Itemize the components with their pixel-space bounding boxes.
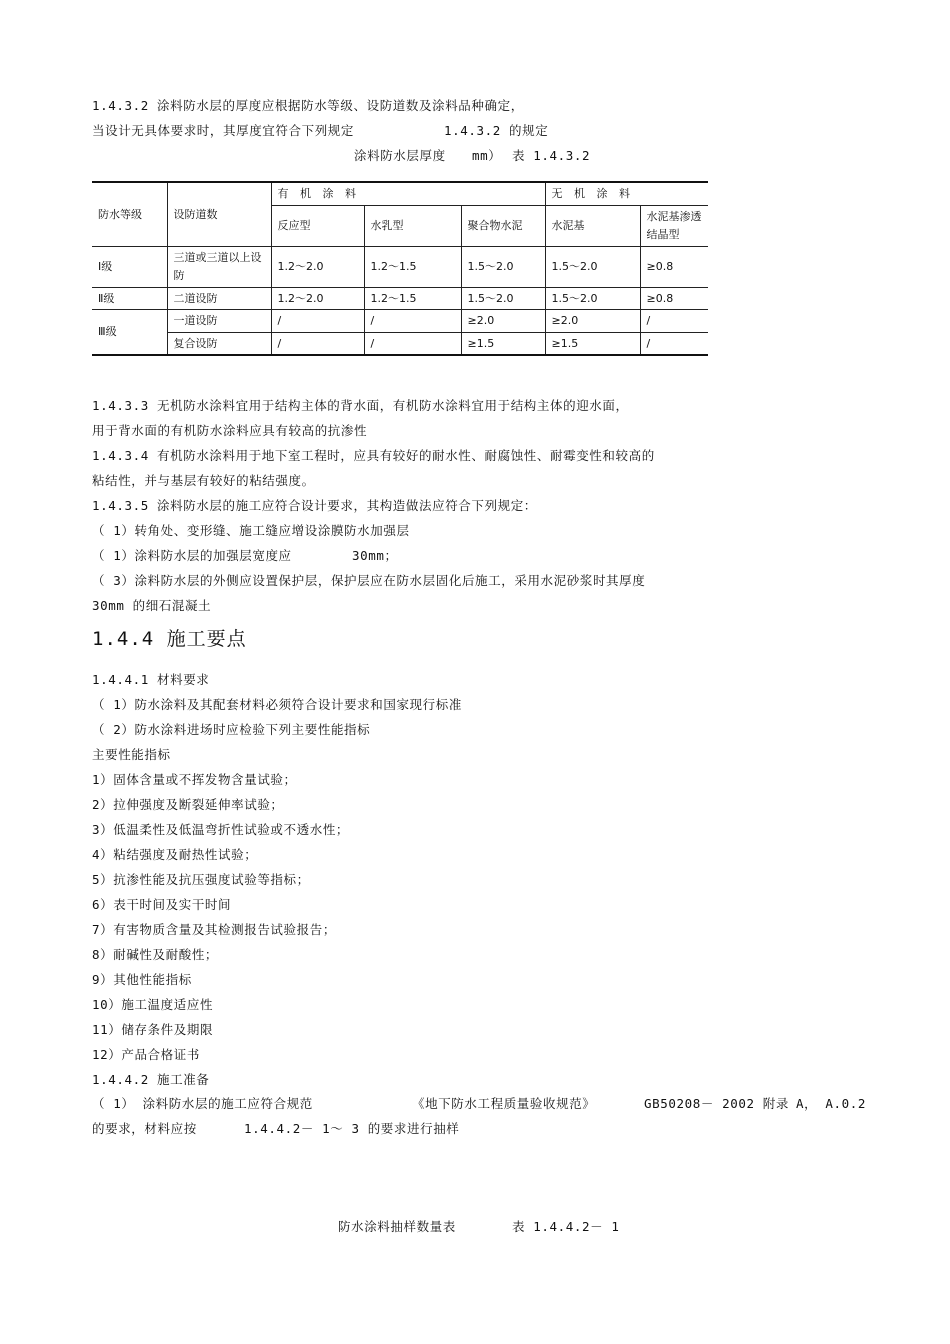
cell-value: /	[364, 332, 461, 355]
cell-value: ≥0.8	[640, 246, 708, 287]
coating-thickness-table	[92, 181, 708, 356]
para-prep-1: （ 1） 涂料防水层的施工应符合规范	[92, 1096, 313, 1111]
table-row	[92, 310, 708, 333]
cell-value: ≥1.5	[461, 332, 545, 355]
cell-layers: 复合设防	[167, 332, 271, 355]
para-1-4-3-4-cont: 粘结性，并与基层有较好的粘结强度。	[92, 473, 315, 488]
list-item: 9）其他性能指标	[92, 972, 192, 987]
cell-value: ≥0.8	[640, 287, 708, 310]
table-caption-unit: mm）	[472, 148, 502, 163]
header-polymer-cement: 聚合物水泥	[461, 205, 545, 246]
cell-value: /	[640, 332, 708, 355]
cell-grade: Ⅲ级	[92, 310, 167, 356]
table-row	[92, 332, 708, 355]
cell-value: ≥1.5	[545, 332, 640, 355]
cell-layers: 三道或三道以上设防	[167, 246, 271, 287]
para-1-4-3-3: 1.4.3.3 无机防水涂料宜用于结构主体的背水面，有机防水涂料宜用于结构主体的迎水面，	[92, 398, 629, 413]
list-item: 1）固体含量或不挥发物含量试验；	[92, 772, 297, 787]
para-prep-1-ref: 1.4.4.2－ 1～ 3 的要求进行抽样	[244, 1121, 460, 1136]
cell-value: /	[364, 310, 461, 333]
header-emulsion: 水乳型	[364, 205, 461, 246]
para-prep-1-cont: 的要求，材料应按	[92, 1121, 197, 1136]
list-item: 3）低温柔性及低温弯折性试验或不透水性；	[92, 822, 350, 837]
header-grade: 防水等级	[92, 182, 167, 246]
cell-value: ≥2.0	[461, 310, 545, 333]
cell-value: 1.5～2.0	[545, 246, 640, 287]
list-item: 6）表干时间及实干时间	[92, 897, 232, 912]
para-prep-1-appendix: A， A.0.2	[796, 1096, 866, 1111]
para-1-4-3-3-cont: 用于背水面的有机防水涂料应具有较高的抗渗性	[92, 423, 368, 438]
para-item-3-cont: 30mm 的细石混凝土	[92, 598, 212, 613]
cell-layers: 二道设防	[167, 287, 271, 310]
para-1-4-3-2-ref: 1.4.3.2 的规定	[444, 123, 549, 138]
cell-value: 1.5～2.0	[461, 246, 545, 287]
cell-layers: 一道设防	[167, 310, 271, 333]
cell-value: 1.2～1.5	[364, 246, 461, 287]
sampling-table-title: 防水涂料抽样数量表	[338, 1219, 456, 1234]
cell-grade: Ⅱ级	[92, 287, 167, 310]
para-1-4-4-2: 1.4.4.2 施工准备	[92, 1072, 210, 1087]
cell-value: /	[271, 310, 364, 333]
cell-value: 1.2～2.0	[271, 246, 364, 287]
para-item-1: （ 1）转角处、变形缝、施工缝应增设涂膜防水加强层	[92, 523, 410, 538]
para-prep-1-spec: 《地下防水工程质量验收规范》	[412, 1096, 596, 1111]
para-indicator-title: 主要性能指标	[92, 747, 171, 762]
cell-value: 1.2～2.0	[271, 287, 364, 310]
header-crystalline: 水泥基渗透结晶型	[640, 205, 708, 246]
list-item: 10）施工温度适应性	[92, 997, 214, 1012]
list-item: 8）耐碱性及耐酸性；	[92, 947, 219, 962]
list-item: 5）抗渗性能及抗压强度试验等指标；	[92, 872, 310, 887]
para-1-4-3-5: 1.4.3.5 涂料防水层的施工应符合设计要求，其构造做法应符合下列规定：	[92, 498, 537, 513]
list-item: 4）粘结强度及耐热性试验；	[92, 847, 258, 862]
header-cement-based: 水泥基	[545, 205, 640, 246]
para-prep-1-code: GB50208－ 2002 附录	[644, 1096, 789, 1111]
cell-value: /	[271, 332, 364, 355]
cell-value: 1.5～2.0	[545, 287, 640, 310]
para-1-4-3-2-cont: 当设计无具体要求时，其厚度宜符合下列规定	[92, 123, 355, 138]
list-item: 12）产品合格证书	[92, 1047, 200, 1062]
para-item-3: （ 3）涂料防水层的外侧应设置保护层，保护层应在防水层固化后施工，采用水泥砂浆时其厚度	[92, 573, 646, 588]
para-1-4-3-4: 1.4.3.4 有机防水涂料用于地下室工程时，应具有较好的耐水性、耐腐蚀性、耐霉变性和较高的	[92, 448, 655, 463]
cell-value: 1.2～1.5	[364, 287, 461, 310]
para-item-2: （ 1）涂料防水层的加强层宽度应	[92, 548, 292, 563]
header-organic: 有 机 涂 料	[271, 182, 545, 205]
cell-value: /	[640, 310, 708, 333]
cell-grade: Ⅰ级	[92, 246, 167, 287]
list-item: 7）有害物质含量及其检测报告试验报告；	[92, 922, 336, 937]
para-material-1: （ 1）防水涂料及其配套材料必须符合设计要求和国家现行标准	[92, 697, 462, 712]
para-item-2-value: 30mm；	[352, 548, 398, 563]
cell-value: 1.5～2.0	[461, 287, 545, 310]
table-caption-title: 涂料防水层厚度	[354, 148, 446, 163]
sampling-table-number: 表 1.4.4.2－ 1	[512, 1219, 620, 1234]
section-heading: 1.4.4 施工要点	[92, 628, 247, 650]
para-material-2: （ 2）防水涂料进场时应检验下列主要性能指标	[92, 722, 371, 737]
table-row	[92, 246, 708, 287]
list-item: 2）拉伸强度及断裂延伸率试验；	[92, 797, 284, 812]
header-inorganic: 无 机 涂 料	[545, 182, 708, 205]
cell-value: ≥2.0	[545, 310, 640, 333]
para-1-4-3-2: 1.4.3.2 涂料防水层的厚度应根据防水等级、设防道数及涂料品种确定，	[92, 98, 524, 113]
header-reactive: 反应型	[271, 205, 364, 246]
table-caption-number: 表 1.4.3.2	[512, 148, 591, 163]
list-item: 11）储存条件及期限	[92, 1022, 214, 1037]
table-row	[92, 287, 708, 310]
header-layers: 设防道数	[167, 182, 271, 246]
para-1-4-4-1: 1.4.4.1 材料要求	[92, 672, 210, 687]
